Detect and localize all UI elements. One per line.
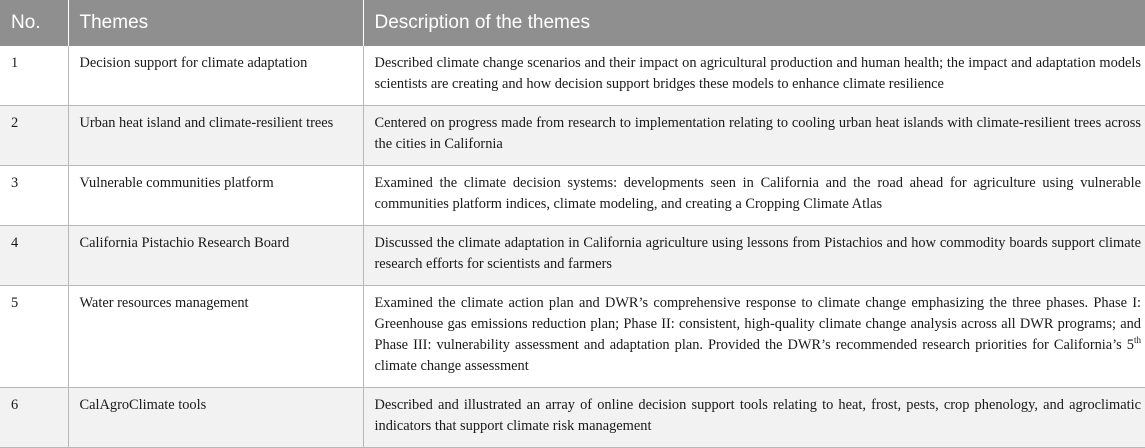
table-row <box>0 46 1145 106</box>
description-text: Examined the climate action plan and DWR’s comprehensive response to climate change emphasizing the three phases. Phase I: Greenhouse gas emissions reduction plan; Phase II: consistent, high-quality climate change analysis across all DWR programs; and Phase III: vulnerability assessment and adaptation plan. Provided the DWR’s recommended research priorities for California’s 5 <box>374 295 1141 353</box>
table-row <box>0 166 1145 226</box>
table-header <box>0 0 1145 46</box>
row-theme: Urban heat island and climate-resilient trees <box>68 106 363 166</box>
row-number: 2 <box>0 106 68 166</box>
row-description <box>363 286 1145 388</box>
row-description: Examined the climate decision systems: developments seen in California and the road ahead for agriculture using vulnerable communities platform indices, climate modeling, and creating a Cropping Climate Atlas <box>363 166 1145 226</box>
header-description: Description of the themes <box>363 0 1145 46</box>
row-number: 1 <box>0 46 68 106</box>
row-description: Described climate change scenarios and their impact on agricultural production and human health; the impact and adaptation models scientists are creating and how decision support bridges these models to enhance climate resilience <box>363 46 1145 106</box>
row-description: Centered on progress made from research to implementation relating to cooling urban heat islands with climate-resilient trees across the cities in California <box>363 106 1145 166</box>
table-row <box>0 106 1145 166</box>
header-themes: Themes <box>68 0 363 46</box>
row-description: Described and illustrated an array of online decision support tools relating to heat, frost, pests, crop phenology, and agroclimatic indicators that support climate risk management <box>363 388 1145 448</box>
row-theme: Vulnerable communities platform <box>68 166 363 226</box>
header-no: No. <box>0 0 68 46</box>
row-number: 5 <box>0 286 68 388</box>
row-number: 4 <box>0 226 68 286</box>
row-theme: California Pistachio Research Board <box>68 226 363 286</box>
row-number: 3 <box>0 166 68 226</box>
table-row <box>0 388 1145 448</box>
row-description: Discussed the climate adaptation in California agriculture using lessons from Pistachios and how commodity boards support climate research efforts for scientists and farmers <box>363 226 1145 286</box>
table-row <box>0 226 1145 286</box>
table-row <box>0 286 1145 388</box>
row-theme: CalAgroClimate tools <box>68 388 363 448</box>
table-body <box>0 46 1145 448</box>
header-row <box>0 0 1145 46</box>
row-theme: Decision support for climate adaptation <box>68 46 363 106</box>
row-theme: Water resources management <box>68 286 363 388</box>
ordinal-suffix: th <box>1133 335 1141 346</box>
description-text-end: climate change assessment <box>374 358 529 374</box>
row-number: 6 <box>0 388 68 448</box>
